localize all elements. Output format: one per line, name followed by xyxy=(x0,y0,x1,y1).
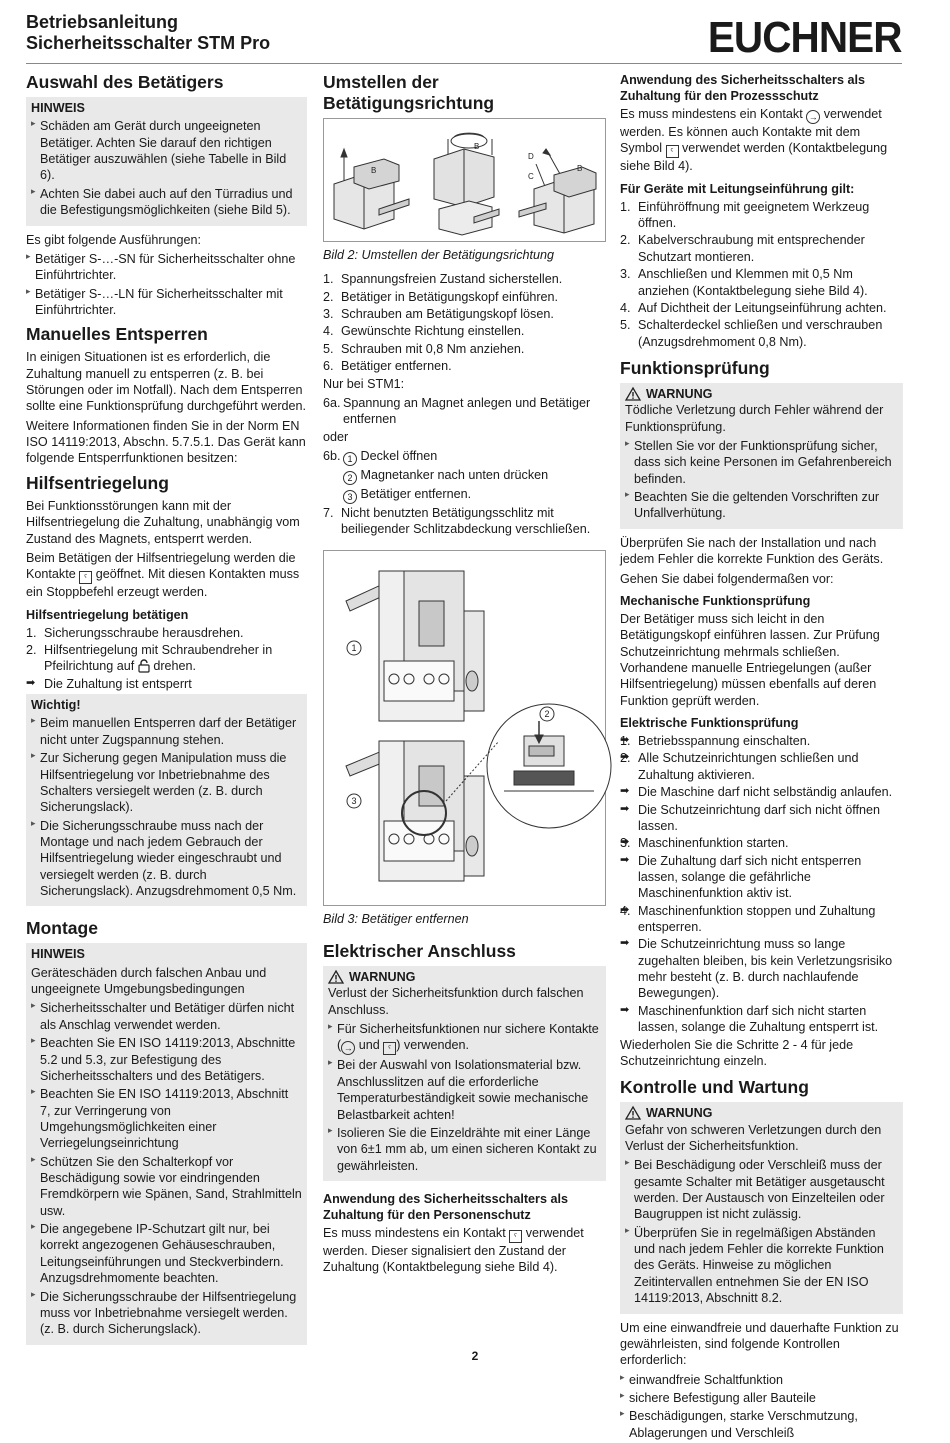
ausfuehrungen-list xyxy=(26,251,307,318)
subsection-title: Elektrische Funktionsprüfung xyxy=(620,716,799,731)
paragraph: Überprüfen Sie nach der Installation und nach jedem Fehler die korrekte Funktion des Geräts. xyxy=(620,535,884,567)
section-title-elektrischer-anschluss: Elektrischer Anschluss xyxy=(323,941,516,962)
list-item: ▸ Die angegebene IP-Schutzart gilt nur, bei korrekt angezogenen Gehäuseschrauben, Leitungseinführungen und Steckverbindern. Anzugsdrehmomente beachten. xyxy=(31,1221,302,1286)
subsection-title: Anwendung des Sicherheitsschalters als Zuhaltung für den Prozessschutz xyxy=(620,73,865,103)
text-span: Es muss mindestens ein Kontakt xyxy=(620,107,803,121)
paragraph: Gefahr von schweren Verletzungen durch den Verlust der Sicherheitsfunktion. xyxy=(625,1122,882,1153)
paragraph: Weitere Informationen finden Sie in der Norm EN ISO 14119:2013, Abschn. 5.7.5.1. Das Gerät kann folgende Entsperrfunktionen besitzen: xyxy=(26,418,306,466)
list-item xyxy=(323,467,606,485)
paragraph: Wiederholen Sie die Schritte 2 - 4 für jede Schutzeinrichtung einzeln. xyxy=(620,1037,854,1068)
contact-lock-icon: ˤ xyxy=(509,1230,522,1243)
hinweis-box-auswahl xyxy=(26,97,307,226)
list-item: ▸ Bei Beschädigung oder Verschleiß muss der gesamte Schalter mit Betätiger ausgetauscht werden. Der Austausch von Einzelteilen oder Baugruppen ist nicht zulässig. xyxy=(625,1157,898,1222)
step-text: Kabelverschraubung mit entsprechender Schutzart montieren. xyxy=(638,233,865,264)
step-text: Hilfsentriegelung mit Schraubendreher in Pfeilrichtung auf xyxy=(44,642,273,674)
paragraph: Bei Funktionsstörungen kann mit der Hilfsentriegelung die Zuhaltung, unabhängig vom Zustand des Magnets, entsperrt werden. xyxy=(26,498,300,546)
result-line: ➡ Die Zuhaltung darf sich nicht entsperren lassen, solange die gefährliche Maschinenfunktion aktiv ist. xyxy=(620,853,903,902)
column-2 xyxy=(323,70,606,1279)
text-span: Es muss mindestens ein Kontakt xyxy=(323,1225,506,1240)
list-item xyxy=(323,323,606,339)
text-span: verwendet werden. Dieser signalisiert den Zustand der Zuhaltung (Kontaktbelegung siehe Bild 4). xyxy=(323,1225,584,1275)
list-item: ▸ Beim manuellen Entsperren darf der Betätiger nicht unter Zugspannung stehen. xyxy=(31,715,302,748)
step-text: Betriebsspannung einschalten. xyxy=(638,734,811,749)
text-span: verwendet werden (Kontaktbelegung siehe Bild 4). xyxy=(620,141,888,174)
list-item xyxy=(323,395,606,428)
step-text: Auf Dichtheit der Leitungseinführung achten. xyxy=(638,300,887,315)
number-circle: 3 xyxy=(343,490,357,504)
elektrische-pruefung-steps xyxy=(620,733,903,1035)
paragraph: In einigen Situationen ist es erforderlich, die Zuhaltung manuell zu entsperren (z. B. bei Störungen oder im Notfall). Nach dem Entsperren sollte eine Funktionsprüfung durchgeführt werden. xyxy=(26,350,307,414)
figure-label: B xyxy=(577,164,583,173)
list-item: ▸ Betätiger S-…-LN für Sicherheitsschalter mit Einführtrichter. xyxy=(26,286,307,319)
result-line: ➡ Die Schutzeinrichtung darf sich nicht öffnen lassen. xyxy=(620,802,903,835)
step-text: Alle Schutzeinrichtungen schließen und Zuhaltung aktivieren. xyxy=(638,751,859,782)
warning-triangle-icon xyxy=(328,970,344,984)
wichtig-label: Wichtig! xyxy=(31,698,81,713)
paragraph: oder xyxy=(323,429,349,444)
list-item xyxy=(323,448,606,466)
column-3 xyxy=(620,70,903,1443)
text-span: verwendet werden. Es können auch Kontakte mit dem Symbol xyxy=(620,107,882,156)
list-item xyxy=(323,289,606,305)
list-item: ▸ Achten Sie dabei auch auf den Türradius und die Befestigungsmöglichkeiten (siehe Bild 5). xyxy=(31,186,302,219)
step-number: ➡ 2. xyxy=(620,751,631,766)
text-span: ) verwenden. xyxy=(396,1038,470,1053)
result-line: ➡ Die Zuhaltung ist entsperrt xyxy=(26,676,307,692)
section-title-kontrolle: Kontrolle und Wartung xyxy=(620,1077,809,1098)
paragraph: Der Betätiger muss sich leicht in den Betätigungskopf einführen lassen. Zur Prüfung Schutzeinrichtung mehrmals schließen. Vorhandene manuelle Entriegelungen (außer Hilfsentriegelung) müssen ebenfalls auf deren Funktion geprüft werden. xyxy=(620,611,880,708)
list-item: ▸ Schützen Sie den Schalterkopf vor Beschädigung sowie vor eindringenden Fremdkörpern wie Spänen, Sand, Strahlmitteln usw. xyxy=(31,1154,302,1219)
wichtig-box xyxy=(26,694,307,906)
step-text: Sicherungsschraube herausdrehen. xyxy=(44,625,244,640)
list-item xyxy=(620,199,903,232)
step-text: Maschinenfunktion stoppen und Zuhaltung entsperren. xyxy=(638,903,876,935)
list-item xyxy=(323,358,606,374)
step-text: Schrauben am Betätigungskopf lösen. xyxy=(341,307,554,322)
figure-label: B xyxy=(371,166,377,175)
hinweis-label: HINWEIS xyxy=(31,947,85,962)
list-item: ▸ Schäden am Gerät durch ungeeigneten Betätiger. Achten Sie darauf den richtigen Betätiger auszuwählen (siehe Tabelle in Bild 6). xyxy=(31,118,302,183)
doc-title-line2: Sicherheitsschalter STM Pro xyxy=(26,33,271,53)
step-line xyxy=(620,835,903,851)
step-line xyxy=(620,750,903,783)
umstellen-steps xyxy=(323,271,606,374)
figure-label: 1 xyxy=(351,642,357,653)
result-line: ➡ Maschinenfunktion darf sich nicht starten lassen, solange die Zuhaltung entsperrt ist. xyxy=(620,1003,903,1036)
paragraph: Um eine einwandfreie und dauerhafte Funktion zu gewährleisten, sind folgende Kontrollen erforderlich: xyxy=(620,1320,899,1368)
result-line: ➡ Die Maschine darf nicht selbständig anlaufen. xyxy=(620,784,903,800)
list-item: ▸ Isolieren Sie die Einzeldrähte mit einer Länge von 6±1 mm ab, um einen sicheren Kontakt zu gewährleisten. xyxy=(328,1125,601,1174)
warning-label: WARNUNG xyxy=(349,970,416,985)
subsection-title: Mechanische Funktionsprüfung xyxy=(620,593,811,608)
warning-heading xyxy=(625,386,898,402)
step-number: 5. xyxy=(620,318,631,333)
warning-list xyxy=(625,438,898,522)
step-number: 6. xyxy=(323,359,334,374)
list-item xyxy=(620,317,903,350)
text-span: geöffnet. Mit diesen Kontakten muss ein Stoppbefehl erzeugt werden. xyxy=(26,567,300,600)
section-title-montage: Montage xyxy=(26,918,98,939)
figure-2-illustration xyxy=(323,118,606,242)
column-1 xyxy=(26,70,307,1351)
paragraph: Verlust der Sicherheitsfunktion durch falschen Anschluss. xyxy=(328,986,584,1017)
list-item: ▸ Die Sicherungsschraube muss nach der Montage und nach jedem Gebrauch der Hilfsentriegelung wieder eingeschraubt und versiegelt werden (z. B. durch Sicherungslack). Anzugsdrehmoment 0,5 Nm. xyxy=(31,818,302,900)
contact-monitor-icon: → xyxy=(806,110,820,124)
step-text: Magnetanker nach unten drücken xyxy=(360,467,549,482)
figure-label: C xyxy=(528,172,534,181)
step-text: Gewünschte Richtung einstellen. xyxy=(341,324,525,339)
figure-label: D xyxy=(528,152,534,161)
step-number: 2. xyxy=(323,289,334,304)
unlock-symbol-icon xyxy=(138,659,150,673)
warning-box-anschluss xyxy=(323,966,606,1181)
number-circle: 2 xyxy=(343,471,357,485)
paragraph: Geräteschäden durch falschen Anbau und ungeeignete Umgebungsbedingungen xyxy=(31,965,267,997)
step-number: 5. xyxy=(323,341,334,356)
list-item: ▸ einwandfreie Schaltfunktion xyxy=(620,1372,903,1388)
text-span: und xyxy=(358,1038,380,1053)
step-text: Spannung an Magnet anlegen und Betätiger entfernen xyxy=(343,395,591,427)
list-item xyxy=(328,1021,601,1055)
doc-title-line1: Betriebsanleitung xyxy=(26,12,179,32)
list-item: ▸ Bei der Auswahl von Isolationsmaterial bzw. Anschlusslitzen auf die erforderliche Temperaturbeständigkeit sowie mechanische Belastbarkeit achten! xyxy=(328,1057,601,1122)
subsection-title: Anwendung des Sicherheitsschalters als Zuhaltung für den Personenschutz xyxy=(323,1191,568,1222)
figure-3-illustration xyxy=(323,550,606,906)
wichtig-list xyxy=(31,715,302,899)
list-item: ▸ Betätiger S-…-SN für Sicherheitsschalter ohne Einführtrichter. xyxy=(26,251,307,284)
leitung-steps xyxy=(620,199,903,350)
hinweis-list xyxy=(31,1000,302,1337)
list-item xyxy=(323,486,606,504)
step-text: Spannungsfreien Zustand sicherstellen. xyxy=(341,272,563,287)
section-title-funktionspruefung: Funktionsprüfung xyxy=(620,357,770,378)
step-number: 6b. xyxy=(323,448,341,463)
contact-monitor-icon: → xyxy=(341,1041,355,1055)
result-line: ➡ Die Schutzeinrichtung muss so lange zugehalten bleiben, bis kein Verletzungsrisiko mehr besteht (z. B. durch nachlaufende Bewegungen). xyxy=(620,936,903,1001)
list-item: ▸ Die Sicherungsschraube der Hilfsentriegelung muss vor Inbetriebnahme versiegelt werden. (z. B. durch Sicherungslack). xyxy=(31,1289,302,1338)
actuator-direction-drawing xyxy=(324,119,607,243)
list-item xyxy=(323,306,606,322)
subsection-title: Hilfsentriegelung betätigen xyxy=(26,607,189,622)
warning-list xyxy=(328,1021,601,1174)
contact-lock-icon: ˤ xyxy=(383,1042,396,1055)
step-text: Schrauben mit 0,8 Nm anziehen. xyxy=(341,341,525,356)
list-item: 1. Sicherungsschraube herausdrehen. xyxy=(26,625,244,640)
warning-box-funktion xyxy=(620,383,903,529)
paragraph: Nur bei STM1: xyxy=(323,376,405,391)
stm1-steps-b xyxy=(323,448,606,538)
step-number: 3. xyxy=(620,267,631,282)
step-text: Nicht benutzten Betätigungsschlitz mit beiliegender Schlitzabdeckung verschließen. xyxy=(341,505,591,537)
warning-label: WARNUNG xyxy=(646,1106,713,1121)
list-item xyxy=(620,266,903,299)
step-number: ➡ 4. xyxy=(620,903,631,918)
hinweis-box-montage xyxy=(26,943,307,1344)
text-span: Beim Betätigen der Hilfsentriegelung werden die Kontakte xyxy=(26,550,296,582)
step-number: ➡ 3. xyxy=(620,836,631,851)
section-title-umstellen: Umstellen der Betätigungsrichtung xyxy=(323,72,495,113)
list-item xyxy=(323,271,606,287)
paragraph xyxy=(26,550,307,601)
section-title-hilfsentriegelung: Hilfsentriegelung xyxy=(26,472,169,493)
actuator-removal-drawing xyxy=(324,551,607,907)
list-item xyxy=(323,341,606,357)
figure-label: B xyxy=(474,142,480,151)
list-item xyxy=(620,232,903,265)
warning-triangle-icon xyxy=(625,1106,641,1120)
euchner-logo: EUCHNER xyxy=(708,13,902,62)
stm1-steps xyxy=(323,395,606,428)
hilfs-steps xyxy=(26,625,307,675)
step-number: 1. xyxy=(620,199,631,214)
list-item: ▸ Stellen Sie vor der Funktionsprüfung sicher, dass sich keine Personen im Gefahrenbereich befinden. xyxy=(625,438,898,487)
figure-label: 3 xyxy=(351,795,357,806)
step-number: 6a. xyxy=(323,395,341,410)
subsection-title: Für Geräte mit Leitungseinführung gilt: xyxy=(620,181,855,196)
list-item: ▸ Überprüfen Sie in regelmäßigen Abständen und nach jedem Fehler die korrekte Funktion des Geräts. Hinweise zu möglichen Zeitintervallen entnehmen Sie der EN ISO 14119:2013, Abschnitt 8.2. xyxy=(625,1225,898,1307)
step-text: Betätiger in Betätigungskopf einführen. xyxy=(341,289,559,304)
step-text: Schalterdeckel schließen und verschrauben (Anzugsdrehmoment 0,8 Nm). xyxy=(638,318,883,349)
step-number: 4. xyxy=(620,300,631,315)
list-item: ▸ sichere Befestigung aller Bauteile xyxy=(620,1390,903,1406)
step-text: Maschinenfunktion starten. xyxy=(638,836,789,851)
step-text: Einführöffnung mit geeignetem Werkzeug öffnen. xyxy=(638,199,870,231)
figure-3-caption: Bild 3: Betätiger entfernen xyxy=(323,911,469,926)
step-number: 4. xyxy=(323,324,334,339)
list-item xyxy=(323,505,606,538)
step-text: Betätiger entfernen. xyxy=(341,359,452,374)
warning-list xyxy=(625,1157,898,1306)
list-item xyxy=(620,300,903,316)
page-header xyxy=(26,12,902,64)
list-item: 2. Hilfsentriegelung mit Schraubendreher in Pfeilrichtung auf drehen. xyxy=(26,642,273,674)
step-text: drehen. xyxy=(153,659,197,674)
paragraph xyxy=(323,1225,606,1276)
paragraph: Gehen Sie dabei folgendermaßen vor: xyxy=(620,571,834,586)
page-number: 2 xyxy=(471,1349,479,1363)
figure-label: 2 xyxy=(544,708,550,719)
figure-2-caption: Bild 2: Umstellen der Betätigungsrichtung xyxy=(323,248,555,262)
step-number: 3. xyxy=(323,307,334,322)
list-item: ▸ Beachten Sie EN ISO 14119:2013, Abschnitt 7, zur Verringerung von Umgehungsmöglichkeiten einer Verriegelungseinrichtung xyxy=(31,1086,302,1151)
list-item: ▸ Beachten Sie die geltenden Vorschriften zur Unfallverhütung. xyxy=(625,489,898,522)
list-item: ▸ Beschädigungen, starke Verschmutzung, Ablagerungen und Verschleiß xyxy=(620,1408,903,1441)
step-text: Anschließen und Klemmen mit 0,5 Nm anziehen (Kontaktbelegung siehe Bild 4). xyxy=(638,267,868,298)
list-item: ▸ Beachten Sie EN ISO 14119:2013, Abschnitte 5.2 und 5.3, zur Befestigung des Sicherheitsschalters und des Betätigers. xyxy=(31,1035,302,1084)
contact-lock-icon: ˤ xyxy=(666,145,679,158)
paragraph: Es gibt folgende Ausführungen: xyxy=(26,232,202,247)
warning-box-kontrolle xyxy=(620,1102,903,1313)
contact-lock-icon: ˤ xyxy=(79,571,92,584)
section-title-entsperren: Manuelles Entsperren xyxy=(26,324,208,345)
paragraph xyxy=(620,106,903,175)
section-title-auswahl: Auswahl des Betätigers xyxy=(26,72,224,92)
step-text: Betätiger entfernen. xyxy=(360,486,472,501)
warning-heading xyxy=(625,1105,898,1121)
text-span: Für Sicherheitsfunktionen nur sichere Kontakte ( xyxy=(337,1022,599,1053)
hinweis-label: HINWEIS xyxy=(31,101,85,115)
step-number: 1. xyxy=(323,272,334,287)
list-item: ▸ Zur Sicherung gegen Manipulation muss die Hilfsentriegelung vor Inbetriebnahme des Schalters versiegelt werden (z. B. durch Sicherungslack). xyxy=(31,750,302,815)
warning-heading xyxy=(328,969,601,985)
step-number: 7. xyxy=(323,505,334,520)
step-line xyxy=(620,733,903,749)
paragraph: Tödliche Verletzung durch Fehler während der Funktionsprüfung. xyxy=(625,403,884,434)
kontrolle-list xyxy=(620,1372,903,1441)
hinweis-list xyxy=(31,118,302,218)
step-number: ➡ 1. xyxy=(620,734,631,749)
step-number: 2. xyxy=(620,233,631,248)
warning-triangle-icon xyxy=(625,387,641,401)
step-line xyxy=(620,903,903,936)
list-item: ▸ Sicherheitsschalter und Betätiger dürfen nicht als Anschlag verwendet werden. xyxy=(31,1000,302,1033)
number-circle: 1 xyxy=(343,452,357,466)
warning-label: WARNUNG xyxy=(646,386,713,401)
step-text: Deckel öffnen xyxy=(360,448,438,463)
